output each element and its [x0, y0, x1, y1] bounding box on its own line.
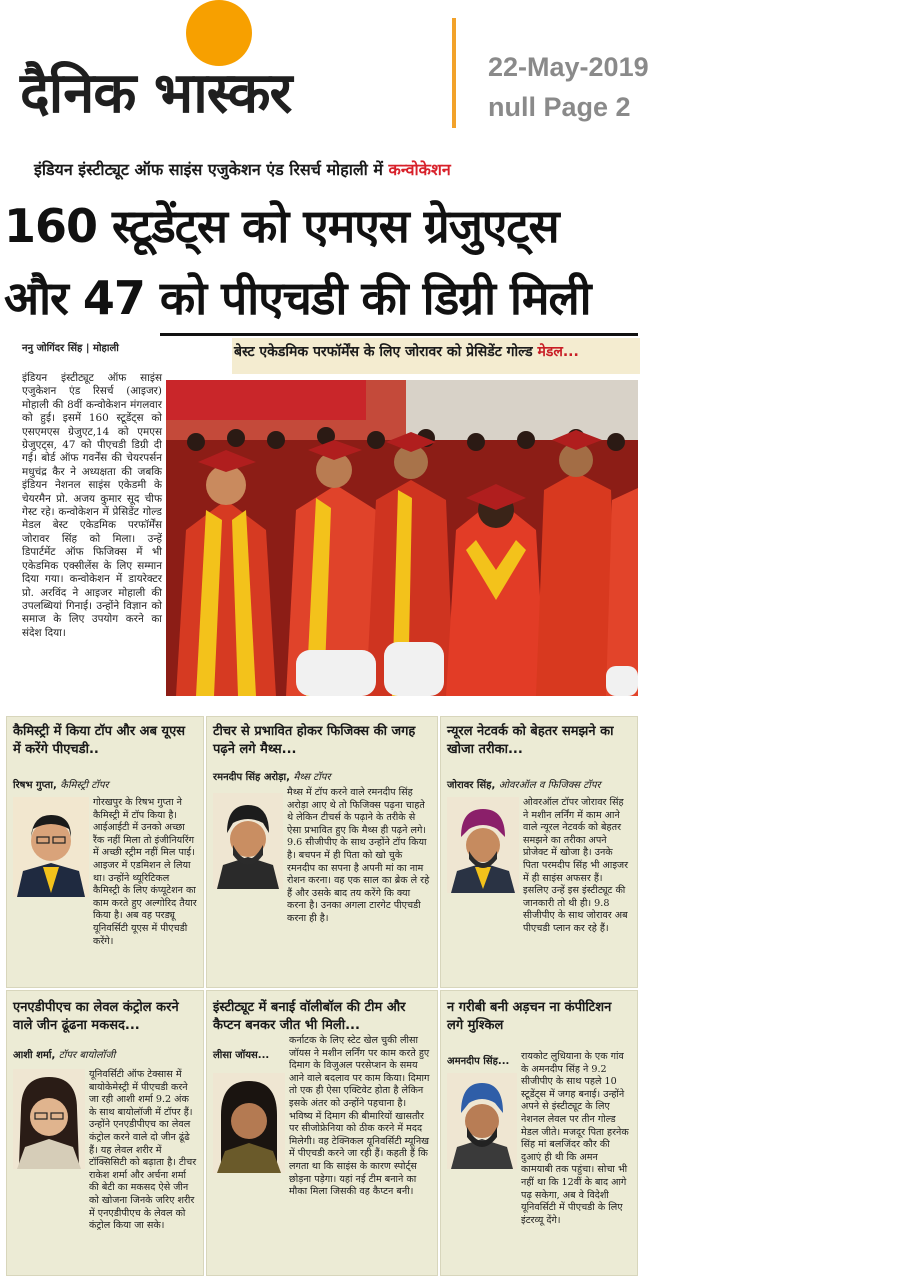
profile-title: एनएडीपीएच का लेवल कंट्रोल करने वाले जीन ढूंढना मकसद...	[13, 1000, 179, 1033]
masthead-divider	[452, 18, 456, 128]
person-portrait-icon	[13, 1069, 85, 1169]
subhead-highlight: मेडल...	[537, 344, 579, 360]
person-portrait-icon	[447, 1073, 517, 1169]
profile-text: कर्नाटक के लिए स्टेट खेल चुकी लीसा जॉयस ने मशीन लर्निंग पर काम करते हुए दिमाग के विजुअल परसेप्शन के समय आने वाले बदलाव पर काम किया। दिमाग तो एक ही ऐसा एक्टिवेट होता है लेकिन इसके अंतर को उन्होंने पहचाना है। भविष्य में दिमाग की बीमारियों खासतौर पर सीजोफ्रेनिया को ठीक करने में मदद मिलेगी। वह टेक्निकल यूनिवर्सिटी म्यूनिख में पीएचडी करने जा रही हैं। कहती हैं कि लगता था कि साइंस के कारण स्पोर्ट्स छोड़ना पड़ेगा। यहां नई टीम बनाने का मौका मिला जिसकी वह कैप्टन बनी।	[289, 1035, 430, 1198]
profile-box-lisa	[206, 990, 438, 1276]
convocation-photo-illustration	[166, 380, 638, 696]
profile-name: जोरावर सिंह,	[447, 780, 496, 791]
profile-byline	[13, 777, 109, 791]
profile-title: कैमिस्ट्री में किया टॉप और अब यूएस में करेंगे पीएचडी..	[13, 724, 186, 757]
profile-byline	[13, 1047, 115, 1061]
logo-sun-icon	[186, 0, 252, 66]
profile-title: टीचर से प्रभावित होकर फिजिक्स की जगह पढ़ने लगे मैथ्स...	[213, 724, 416, 757]
profile-role: ओवरऑल व फिजिक्स टॉपर	[498, 780, 601, 791]
headline-line-2: और 47 को पीएचडी की डिग्री मिली	[4, 271, 591, 325]
profile-box-aashi	[6, 990, 204, 1276]
publication-date: 22-May-2019	[488, 52, 649, 82]
avatar	[447, 1073, 517, 1169]
profile-byline	[213, 1047, 269, 1061]
article-subhead	[234, 342, 638, 376]
profile-name: रमनदीप सिंह अरोड़ा,	[213, 772, 290, 783]
profile-text: रायकोट लुधियाना के एक गांव के अमनदीप सिंह ने 9.2 सीजीपीए के साथ पहले 10 स्टूडेंट्स में जगह बनाई। उन्होंने अपने से इंस्टीट्यूट के लिए नेशनल लेवल पर तीन गोल्ड मेडल जीते। मजदूर पिता हरनेक सिंह मां बलजिंदर कौर की दुआएं ही थी कि अमन कामयाबी तक पहुंचा। सोचा भी नहीं था कि 12वीं के बाद आगे पढ़ सकेगा, अब वे विदेशी यूनिवर्सिटी में पीएचडी के लिए इंटरव्यू देंगे।	[521, 1051, 629, 1226]
profile-text: यूनिवर्सिटी ऑफ टेक्सास में बायोकेमेस्ट्री में पीएचडी करने जा रही आशी शर्मा 9.2 अंक के साथ बायोलॉजी में टॉपर हैं। उन्होंने एनएडीपीएच का लेवल कंट्रोल करने वाले दो जीन ढूंढे हैं। यह लेवल शरीर में टॉक्सिसिटी को बढ़ाता है। टीचर राकेश शर्मा और अर्चना शर्मा की बेटी का मकसद ऐसे जीन को खोजना जिनके जरिए शरीर में एनएडीपीएच के लेवल को कंट्रोल किया जा सके।	[89, 1069, 197, 1232]
kicker-highlight: कन्वोकेशन	[388, 160, 451, 179]
avatar	[447, 797, 519, 893]
avatar	[13, 797, 89, 897]
profile-name: लीसा जॉयस...	[213, 1050, 270, 1061]
profile-box-amandeep	[440, 990, 638, 1276]
profile-name: अमनदीप सिंह...	[447, 1056, 510, 1067]
profile-byline	[447, 777, 601, 791]
profile-byline	[447, 1053, 509, 1067]
profile-title: इंस्टीट्यूट में बनाई वॉलीबॉल की टीम और कैप्टन बनकर जीत भी मिली...	[213, 1000, 406, 1033]
person-portrait-icon	[13, 797, 89, 897]
person-portrait-icon	[447, 797, 519, 893]
person-portrait-icon	[213, 1073, 285, 1173]
profile-name: रिषभ गुप्ता,	[13, 780, 57, 791]
profile-title: न्यूरल नेटवर्क को बेहतर समझने का खोजा तरीका...	[447, 724, 614, 757]
profile-text: मैथ्स में टॉप करने वाले रमनदीप सिंह अरोड़ा आए थे तो फिजिक्स पढ़ना चाहते थे लेकिन टीचर्स के पढ़ाने के तरीके से ऐसा प्रभावित हुए कि मैथ्स ही पढ़ने लगे। 9.6 सीजीपीए के साथ उन्होंने टॉप किया है। बचपन में ही पिता को खो चुके रमनदीप का सपना है अपनी मां का नाम रोशन करना। वह एक साल का ब्रेक ले रहे हैं और उसके बाद तय करेंगे कि क्या करना है। उनका अगला टारगेट पीएचडी करना ही है।	[287, 787, 430, 924]
article-kicker	[34, 158, 451, 180]
newspaper-logo: दैनिक भास्कर	[20, 61, 292, 126]
profile-name: आशी शर्मा,	[13, 1050, 56, 1061]
profile-role: कैमिस्ट्री टॉपर	[60, 780, 109, 791]
article-body: इंडियन इंस्टीट्यूट ऑफ साइंस एजुकेशन एंड रिसर्च (आइजर) मोहाली की 8वीं कन्वोकेशन मंगलवार को हुई। इसमें 160 स्टूडेंट्स को एसएमएस ग्रेजुएट,14 को एमएस ग्रेजुएट्स, 47 को पीएचडी डिग्री दी गई। बोर्ड ऑफ गवर्नेंस की चेयरपर्सन मधुचंद्र कैर ने अध्यक्षता की जबकि इंडियन नेशनल साइंस एकेडमी के चेयरमैन प्रो. अजय कुमार सूद चीफ गेस्ट रहे। कन्वोकेशन में प्रेसिडेंट गोल्ड मेडल बेस्ट एकेडमिक परफॉर्मेंस जोरावर सिंह को मिला। उन्हें डिपार्टमेंट ऑफ फिजिक्स में भी एकेडमिक एक्सीलेंस के लिए सम्मान दिया गया। कन्वोकेशन में डायरेक्टर प्रो. अरविंद ने आइजर मोहाली की उपलब्धियां गिनाई। उन्होंने विज्ञान को समाज के लिए उपयोग करने का संदेश दिया।	[22, 372, 162, 639]
profile-title: न गरीबी बनी अड़चन ना कंपीटिशन लगे मुश्किल	[447, 1000, 612, 1033]
profile-box-rishabh	[6, 716, 204, 988]
person-portrait-icon	[213, 793, 283, 889]
profile-role: टॉपर बायोलॉजी	[58, 1050, 116, 1061]
avatar	[13, 1069, 85, 1169]
article-byline: ननु जोगिंदर सिंह | मोहाली	[22, 343, 119, 354]
publication-page: null Page 2	[488, 92, 631, 122]
profile-text: गोरखपुर के रिषभ गुप्ता ने कैमिस्ट्री में टॉप किया है। आईआईटी में उनको अच्छा रैंक नहीं मिला तो इंजीनियरिंग में अच्छी स्ट्रीम नहीं मिल पाई। आइजर में एडमिशन ले लिया था। उन्होंने थ्यूरिटिकल कैमिस्ट्री के लिए कंप्यूटेशन का काम करते हुए अल्गोरिद तैयार किया है। अब वह परड्यू यूनिवर्सिटी यूएस में पीएचडी करेंगे।	[93, 797, 197, 947]
subhead-text: बेस्ट एकेडमिक परफॉर्मेंस के लिए जोरावर को प्रेसिडेंट गोल्ड	[234, 344, 533, 360]
profile-byline	[213, 769, 331, 783]
headline-line-1: 160 स्टूडेंट्स को एमएस ग्रेजुएट्स	[4, 199, 559, 253]
headline-rule	[160, 333, 638, 336]
profile-box-ramandeep	[206, 716, 438, 988]
kicker-text: इंडियन इंस्टीट्यूट ऑफ साइंस एजुकेशन एंड रिसर्च मोहाली में	[34, 160, 383, 179]
profile-role: मैथ्स टॉपर	[293, 772, 331, 783]
avatar	[213, 1073, 285, 1173]
avatar	[213, 793, 283, 889]
profile-box-zorawar	[440, 716, 638, 988]
profile-text: ओवरऑल टॉपर जोरावर सिंह ने मशीन लर्निंग में काम आने वाले न्यूरल नेटवर्क को बेहतर समझने का तरीका अपने प्रोजेक्ट में खोजा है। उनके पिता परमदीप सिंह भी आइजर में ही साइंस अफसर हैं। इसलिए उन्हें इस इंस्टीट्यूट की जानकारी तो थी ही। 9.8 सीजीपीए के साथ जोरावर अब पीएचडी प्लान कर रहे हैं।	[523, 797, 629, 934]
convocation-photo	[166, 380, 638, 696]
